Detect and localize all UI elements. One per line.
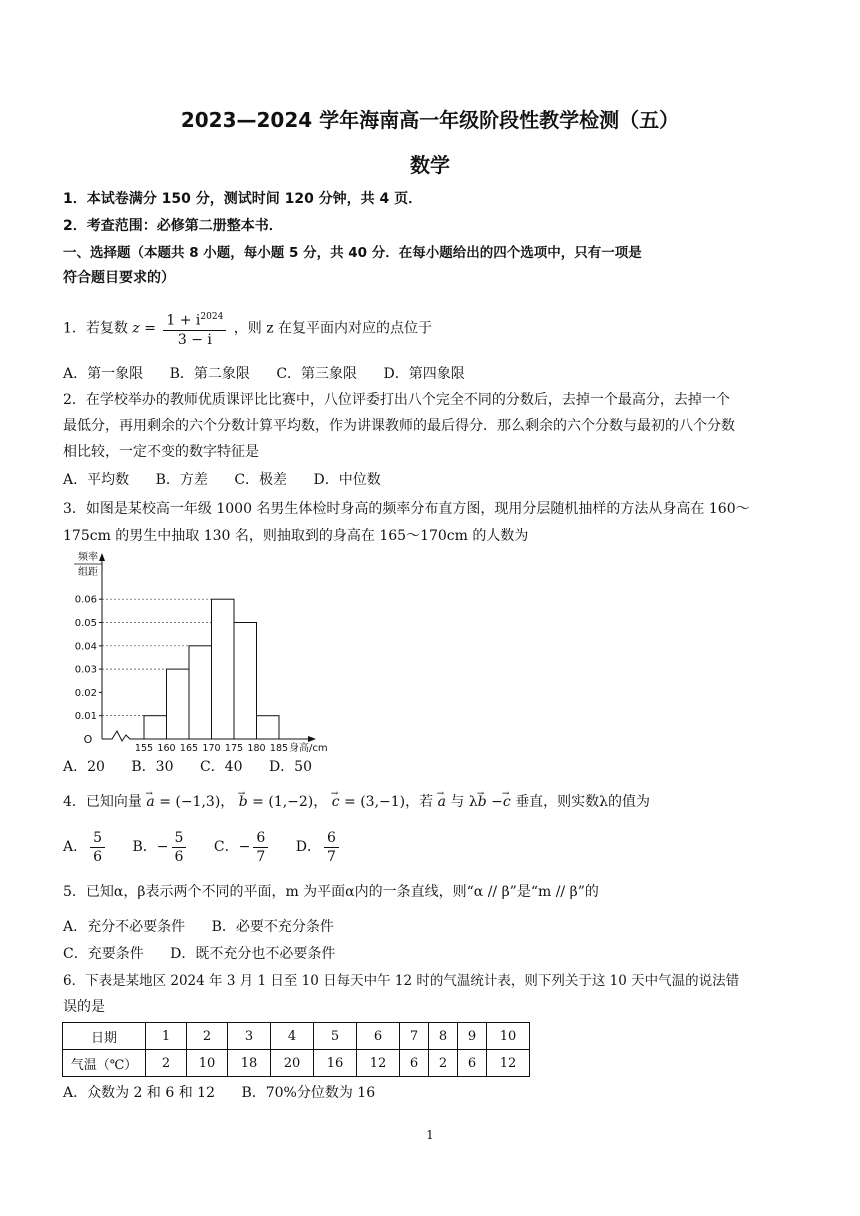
q3-option-c: C．40 xyxy=(199,759,243,775)
y-tick-label: 0.05 xyxy=(74,618,97,629)
table-cell: 9 xyxy=(458,1023,487,1050)
table-cell: 6 xyxy=(458,1050,487,1077)
x-tick-label: 175 xyxy=(224,743,244,754)
y-tick-label: 0.02 xyxy=(74,687,97,699)
y-axis-label-denominator: 组距 xyxy=(78,567,98,578)
x-tick-label: 185 xyxy=(269,743,289,754)
q6-option-a: A．众数为 2 和 6 和 12 xyxy=(63,1085,215,1101)
x-tick-label: 160 xyxy=(157,743,176,754)
x-tick-label: 155 xyxy=(134,743,154,754)
y-tick-label: 0.06 xyxy=(74,594,97,606)
q3-option-d: D．50 xyxy=(268,759,312,775)
q2-option-c: C．极差 xyxy=(234,472,288,488)
x-axis-arrow xyxy=(308,736,316,742)
histogram-bar xyxy=(212,599,235,739)
question-5: 5．已知α，β表示两个不同的平面，m 为平面α内的一条直线，则“α // β”是“m // β”的 xyxy=(63,884,599,900)
q2-option-b: B．方差 xyxy=(155,472,208,488)
table-cell: 1 xyxy=(146,1023,187,1050)
table-cell: 3 xyxy=(228,1023,271,1050)
q4-option-a: A． $\frac{5}{6}$ xyxy=(63,839,113,855)
y-tick-label: 0.04 xyxy=(74,641,97,653)
table-cell: 10 xyxy=(187,1050,228,1077)
q5-option-c: C．充要条件 xyxy=(63,946,144,962)
q5-option-b: B．必要不充分条件 xyxy=(211,919,334,935)
origin-label: O xyxy=(83,733,93,746)
q5-options-row-1 xyxy=(63,917,356,937)
x-axis-break xyxy=(102,731,144,741)
y-tick-label: 0.03 xyxy=(74,664,97,676)
q4-option-b: B．− $\frac{5}{6}$ xyxy=(133,839,194,855)
y-tick-label: 0.01 xyxy=(74,711,97,723)
table-cell: 20 xyxy=(271,1050,314,1077)
q1-option-b: B．第二象限 xyxy=(169,366,250,382)
q6-options xyxy=(63,1083,397,1103)
question-1: 1．若复数 z = $\frac{1 + i^{2024}}{3 - i}$ ，则 z 在复平面内对应的点位于 xyxy=(63,308,432,349)
note-1: 1．本试卷满分 150 分，测试时间 120 分钟，共 4 页． xyxy=(63,191,423,207)
section-heading-line2: 符合题目要求的） xyxy=(63,270,175,286)
histogram-chart xyxy=(62,548,328,754)
table-cell: 12 xyxy=(487,1050,530,1077)
question-4: 4．已知向量 → a = (−1,3)， → b = (1,−2)， → c = (3,−1)，若 → a 与 λ→ b −→ c 垂直，则实数λ的值为 xyxy=(63,792,650,812)
x-tick-label: 180 xyxy=(247,743,266,754)
y-axis-arrow xyxy=(99,553,105,561)
note-2: 2．考查范围：必修第二册整本书． xyxy=(63,218,283,234)
q6-option-b: B．70%分位数为 16 xyxy=(241,1085,376,1101)
y-axis-label-numerator: 频率 xyxy=(78,552,98,563)
subject-title: 数学 xyxy=(410,153,450,177)
histogram-bar xyxy=(234,623,257,740)
exam-title: 2023—2024 学年海南高一年级阶段性教学检测（五） xyxy=(180,108,680,132)
q3-line-2: 175cm 的男生中抽取 130 名，则抽取到的身高在 165～170cm 的人数为 xyxy=(63,528,529,544)
table-cell: 2 xyxy=(187,1023,228,1050)
x-tick-label: 170 xyxy=(202,743,221,754)
q4-option-c: C．− $\frac{6}{7}$ xyxy=(214,839,276,855)
table-cell: 16 xyxy=(314,1050,357,1077)
q2-options xyxy=(63,470,403,490)
q4-options xyxy=(63,828,342,866)
q5-option-a: A．充分不必要条件 xyxy=(63,919,186,935)
q2-option-a: A．平均数 xyxy=(63,472,130,488)
q5-options-row-2 xyxy=(63,944,357,964)
table-header-date: 日期 xyxy=(63,1023,146,1050)
q2-line-2: 最低分，再用剩余的六个分数计算平均数，作为讲课教师的最后得分．那么剩余的六个分数与最初的八个分数 xyxy=(63,418,735,434)
section-heading-line1: 一、选择题（本题共 8 小题，每小题 5 分，共 40 分．在每小题给出的四个选项中，只有一项是 xyxy=(63,245,642,261)
table-cell: 6 xyxy=(357,1023,400,1050)
histogram-bar xyxy=(144,716,167,739)
x-axis-label: 身高/cm xyxy=(289,743,328,754)
histogram-bar xyxy=(167,669,190,739)
table-cell: 7 xyxy=(400,1023,429,1050)
table-cell: 5 xyxy=(314,1023,357,1050)
table-row-dates xyxy=(63,1023,530,1050)
q1-option-c: C．第三象限 xyxy=(276,366,358,382)
q6-line-2: 误的是 xyxy=(63,999,105,1015)
q3-option-b: B．30 xyxy=(131,759,174,775)
table-cell: 4 xyxy=(271,1023,314,1050)
q1-option-d: D．第四象限 xyxy=(383,366,465,382)
q6-line-1: 6．下表是某地区 2024 年 3 月 1 日至 10 日每天中午 12 时的气温统计表，则下列关于这 10 天中气温的说法错 xyxy=(63,973,740,989)
q1-fraction: $\frac{1 + i^{2024}}{3 - i}$ xyxy=(163,308,226,349)
table-cell: 18 xyxy=(228,1050,271,1077)
q2-line-3: 相比较，一定不变的数字特征是 xyxy=(63,444,259,460)
q3-options xyxy=(63,757,334,777)
page-number: 1 xyxy=(426,1128,434,1142)
table-cell: 12 xyxy=(357,1050,400,1077)
table-header-temp: 气温（℃） xyxy=(63,1050,146,1077)
q2-option-d: D．中位数 xyxy=(313,472,381,488)
q1-option-a: A．第一象限 xyxy=(63,366,144,382)
q4-option-d: D． $\frac{6}{7}$ xyxy=(296,839,342,855)
table-cell: 10 xyxy=(487,1023,530,1050)
q1-options xyxy=(63,364,487,384)
table-cell: 8 xyxy=(429,1023,458,1050)
table-cell: 6 xyxy=(400,1050,429,1077)
q3-option-a: A．20 xyxy=(63,759,105,775)
table-cell: 2 xyxy=(429,1050,458,1077)
q5-option-d: D．既不充分也不必要条件 xyxy=(170,946,336,962)
x-tick-label: 165 xyxy=(179,743,199,754)
table-cell: 2 xyxy=(146,1050,187,1077)
temperature-table xyxy=(62,1022,530,1077)
table-row-temps xyxy=(63,1050,530,1077)
histogram-bar xyxy=(257,716,280,739)
q3-line-1: 3．如图是某校高一年级 1000 名男生体检时身高的频率分布直方图，现用分层随机抽样的方法从身高在 160～ xyxy=(63,501,750,517)
histogram-bar xyxy=(189,646,212,739)
q2-line-1: 2．在学校举办的教师优质课评比比赛中，八位评委打出八个完全不同的分数后，去掉一个最高分，去掉一个 xyxy=(63,392,730,408)
